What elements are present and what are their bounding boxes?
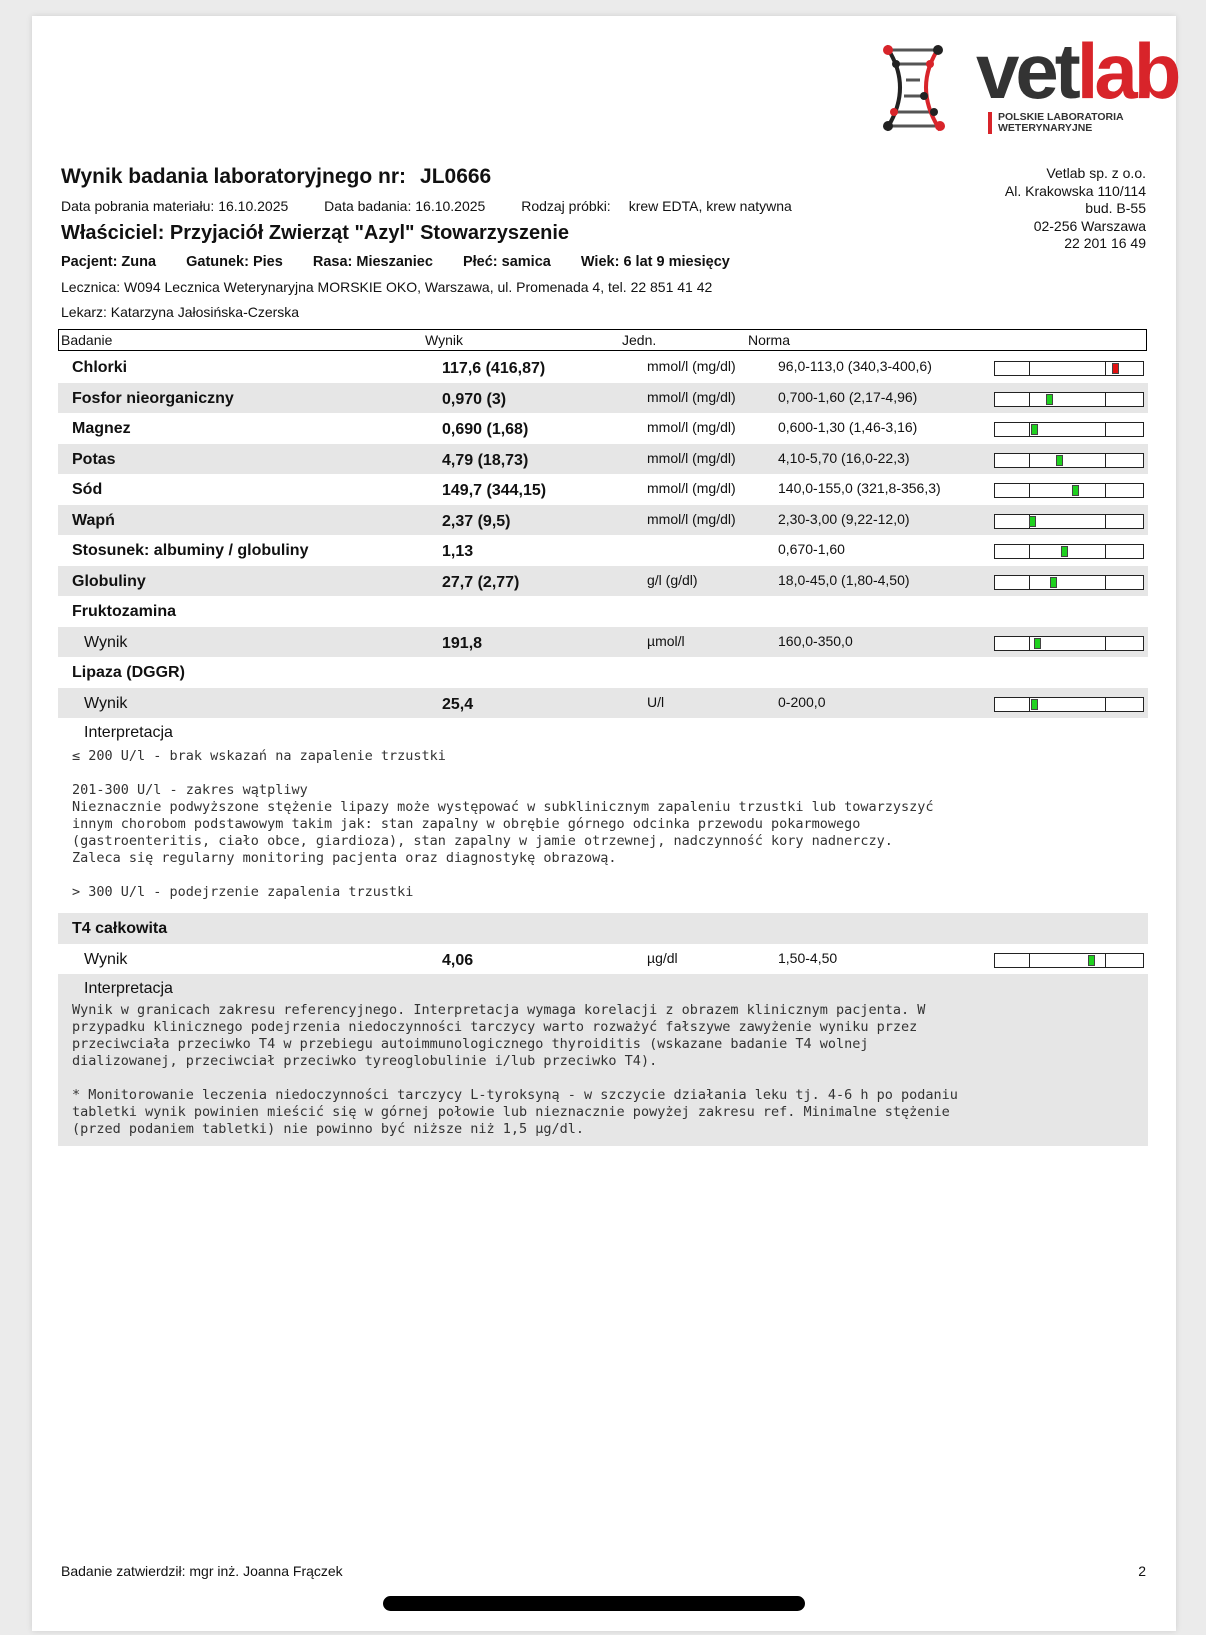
result-value: 117,6 (416,87) [442,360,546,377]
result-unit: U/l [647,693,665,710]
test-name: Fruktozamina [72,603,177,620]
test-name: Magnez [72,420,131,437]
range-bar [994,636,1144,651]
result-norm: 4,10-5,70 (16,0-22,3) [778,449,910,466]
sample-info [61,198,824,214]
result-value: 2,37 (9,5) [442,512,511,530]
results-table [58,352,1148,1146]
vetlab-logo [880,26,1178,136]
t4-interpretation-text: Wynik w granicach zakresu referencyjnego. Interpretacja wymaga korelacji z obrazem klinicznym pacjenta. W przypadku klinicznego podejrzenia niedoczynności tarczycy warto rozważyć fałszywe zawyżenie wyniku przez przeciwciała przeciwko T4 w przebiegu autoimmunologicznego thyroiditis (wskazane badanie T4 wolnej dializowanej, przeciwciał przeciwko tyreoglobulinie i/lub przeciwko T4). * Monitorowanie leczenia niedoczynności tarczycy L-tyroksyną - w szczycie działania leku tj. 4-6 h po podaniu tabletki wynik powinien mieścić się w górnej połowie lub nieznacznie powyżej zakresu ref. Minimalne stężenie (przed podaniem tabletki) nie powinno być niższe niż 1,5 µg/dl. [72,1002,958,1137]
col-unit: Jedn. [622,332,657,348]
result-norm: 1,50-4,50 [778,949,838,966]
table-row [58,383,1148,414]
fructosamine-row [58,627,1148,658]
logo-subtitle-1: POLSKIE LABORATORIA [998,111,1124,123]
test-name: Fosfor nieorganiczny [72,389,234,407]
table-row [58,413,1148,444]
company-address [1005,165,1146,253]
range-bar [994,422,1144,437]
range-marker [1056,455,1063,466]
logo-word-lab: lab [1076,27,1178,115]
test-name: Wapń [72,511,115,529]
company-city: 02-256 Warszawa [1033,217,1146,234]
table-row [58,566,1148,597]
result-norm: 0,700-1,60 (2,17-4,96) [778,388,918,405]
range-bar [994,453,1144,468]
result-value: 4,79 (18,73) [442,451,529,469]
result-norm: 0-200,0 [778,693,826,710]
doctor: Lekarz: Katarzyna Jałosińska-Czerska [61,304,300,320]
table-row [58,444,1148,475]
result-value: 1,13 [442,543,474,560]
range-marker [1112,363,1119,374]
result-unit: mmol/l (mg/dl) [647,480,736,496]
range-bar [994,361,1144,376]
patient-name: Pacjent: Zuna [61,254,157,270]
result-unit: mmol/l (mg/dl) [647,388,736,405]
range-marker [1034,638,1041,649]
range-bar [994,575,1144,590]
result-norm: 140,0-155,0 (321,8-356,3) [778,480,941,496]
result-label: Wynik [84,633,128,651]
result-unit: mmol/l (mg/dl) [647,358,736,374]
report-title-label: Wynik badania laboratoryjnego nr: [61,165,407,188]
test-name: T4 całkowita [72,920,168,937]
range-marker [1061,546,1068,557]
report-title [61,165,491,189]
result-norm: 2,30-3,00 (9,22-12,0) [778,510,910,527]
result-value: 0,690 (1,68) [442,421,529,438]
lipase-interpretation-label: Interpretacja [84,724,173,741]
range-marker [1088,955,1095,966]
company-name: Vetlab sp. z o.o. [1046,165,1146,181]
clinic: Lecznica: W094 Lecznica Weterynaryjna MORSKIE OKO, Warszawa, ul. Promenada 4, tel. 22 851 41 42 [61,279,713,295]
test-date: Data badania: 16.10.2025 [324,198,486,214]
result-label: Wynik [84,950,128,968]
range-bar [994,483,1144,498]
result-unit: µmol/l [647,632,685,649]
company-building: bud. B-55 [1085,200,1146,216]
range-bar [994,697,1144,712]
sample-date: Data pobrania materiału: 16.10.2025 [61,198,289,214]
result-label: Wynik [84,694,128,712]
result-value: 25,4 [442,695,474,713]
t4-interpretation-label: Interpretacja [84,980,173,997]
patient-age: Wiek: 6 lat 9 miesięcy [580,254,730,270]
logo-word-vet: vet [976,27,1077,115]
lipase-interpretation-text: ≤ 200 U/l - brak wskazań na zapalenie trzustki 201-300 U/l - zakres wątpliwy Nieznacznie podwyższone stężenie lipazy może występować w subklinicznym zapaleniu trzustki lub towarzyszyć innym chorobom podstawowym takim jak: stan zapalny w obrębie górnego odcinka przewodu pokarmowego (gastroenteritis, ciało obce, giardioza), stan zapalny w jamie otrzewnej, nadczynność kory nadnerczy. Zaleca się regularny monitoring pacjenta oraz diagnostykę obrazową. > 300 U/l - podejrzenie zapalenia trzustki [72,748,934,900]
table-row [58,535,1148,566]
result-norm: 0,600-1,30 (1,46-3,16) [778,419,918,435]
range-bar [994,392,1144,407]
result-value: 191,8 [442,634,483,652]
result-value: 0,970 (3) [442,390,507,408]
lipase-header [58,657,1148,688]
result-value: 4,06 [442,951,474,969]
test-name: Lipaza (DGGR) [72,664,185,681]
patient-sex: Płeć: samica [462,254,551,270]
test-name: Globuliny [72,572,146,590]
company-phone: 22 201 16 49 [1064,235,1146,251]
result-unit: mmol/l (mg/dl) [647,449,736,466]
range-marker [1072,485,1079,496]
range-marker [1029,516,1036,527]
owner: Właściciel: Przyjaciół Zwierząt "Azyl" Stowarzyszenie [61,222,570,244]
range-marker [1031,699,1038,710]
table-row [58,474,1148,505]
result-unit: µg/dl [647,949,678,966]
sample-type: krew EDTA, krew natywna [628,198,792,214]
patient-species: Gatunek: Pies [186,254,283,270]
home-indicator[interactable] [383,1596,805,1611]
logo-subtitle-2: WETERYNARYJNE [998,122,1093,134]
table-row [58,352,1148,383]
sample-type-label: Rodzaj próbki: [521,198,611,214]
t4-header [58,913,1148,944]
test-name: Potas [72,450,116,468]
range-marker [1031,424,1038,435]
lipase-row [58,688,1148,719]
col-test: Badanie [61,332,113,348]
range-bar [994,953,1144,968]
result-norm: 160,0-350,0 [778,632,853,649]
dna-icon [880,42,980,132]
fructosamine-header [58,596,1148,627]
col-result: Wynik [425,332,463,348]
t4-interpretation [58,974,1148,1146]
range-marker [1050,577,1057,588]
result-unit: g/l (g/dl) [647,571,698,588]
range-bar [994,544,1144,559]
approved-by: Badanie zatwierdził: mgr inż. Joanna Frączek [61,1563,343,1579]
result-unit: mmol/l (mg/dl) [647,510,736,527]
range-marker [1046,394,1053,405]
patient-breed: Rasa: Mieszaniec [312,254,433,270]
result-norm: 96,0-113,0 (340,3-400,6) [778,358,932,374]
table-row [58,505,1148,536]
table-header [58,329,1147,351]
company-street: Al. Krakowska 110/114 [1004,182,1146,199]
result-norm: 18,0-45,0 (1,80-4,50) [778,571,910,588]
test-name: Stosunek: albuminy / globuliny [72,542,309,559]
result-value: 27,7 (2,77) [442,573,520,591]
test-name: Sód [72,481,103,498]
t4-row [58,944,1148,975]
patient-info [61,254,756,270]
page-number: 2 [1138,1563,1146,1579]
range-bar [994,514,1144,529]
result-norm: 0,670-1,60 [778,541,845,557]
result-unit: mmol/l (mg/dl) [647,419,736,435]
col-norm: Norma [748,332,791,348]
test-name: Chlorki [72,359,128,376]
result-value: 149,7 (344,15) [442,482,547,499]
report-number: JL0666 [420,165,492,188]
